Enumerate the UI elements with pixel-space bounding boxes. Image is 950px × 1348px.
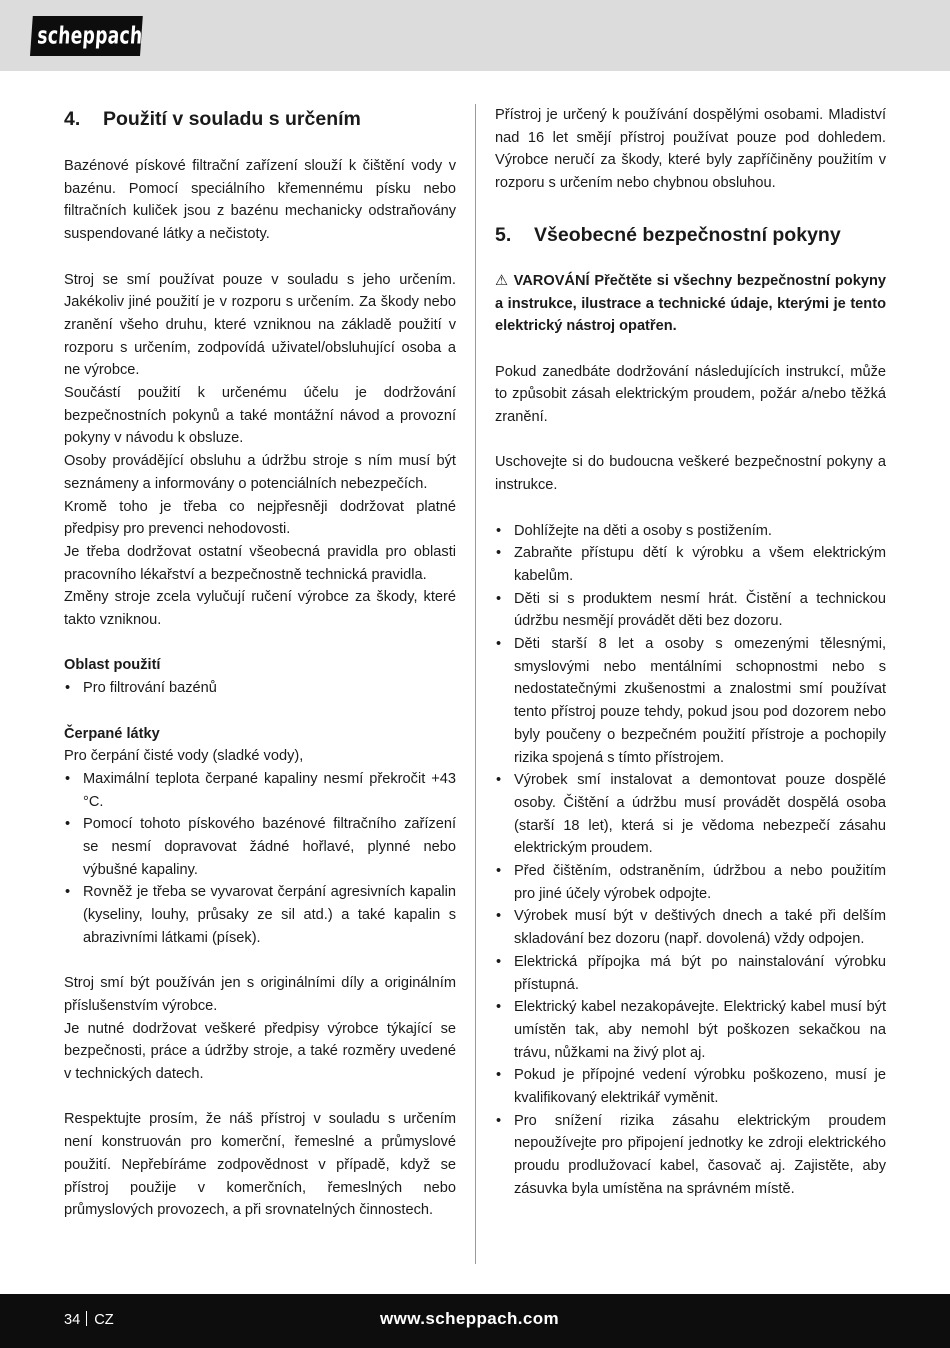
list-item: • Rovněž je třeba se vyvarovat čerpání agresivních kapalin (kyseliny, louhy, průsaky ze sil atd.) a také kapalin s abrazivními látkami (písek). [64, 881, 456, 949]
footer-bar [0, 1294, 950, 1348]
paragraph: Bazénové pískové filtrační zařízení slouží k čištění vody v bazénu. Pomocí speciálního křemennému písku nebo filtračních kuliček jsou z bazénu mechanicky odstraňovány suspendované látky a nečistoty. [64, 158, 456, 243]
paragraph: Změny stroje zcela vylučují ručení výrobce za škody, které takto vzniknou. [64, 589, 456, 629]
pumped-liquids-list [64, 768, 456, 950]
list-item: • Výrobek smí instalovat a demontovat pouze dospělé osoby. Čištění a údržbu musí provádět dospělá osoba (starší 18 let), která si je vědoma nebezpečí zásahu elektrickým proudem. [495, 769, 886, 860]
warning-triangle-icon: ⚠ [495, 272, 509, 289]
paragraph: Stroj se smí používat pouze v souladu s jeho určením. Jakékoliv jiné použití je v rozporu s určením. Za škody nebo zranění všeho druhu, které vzniknou na základě použití v rozporu s určením, zodpovídá uživatel/obsluhující osoba a ne výrobce. [64, 271, 456, 379]
paragraph: Kromě toho je třeba co nejpřesněji dodržovat platné předpisy pro prevenci nehodovosti. [64, 498, 456, 538]
paragraph: Respektujte prosím, že náš přístroj v souladu s určením není konstruován pro komerční, řemeslné a průmyslové použití. Nepřebíráme zodpovědnost v případě, když se přístroj použije v komerčních, řemeslných nebo průmyslových provozech, a při srovnatelných činnostech. [64, 1111, 456, 1219]
section-4-heading: 4. Použití v souladu s určením [64, 108, 361, 130]
list-item: • Elektrický kabel nezakopávejte. Elektrický kabel musí být umístěn tak, aby nemohl být poškozen sekačkou na trávu, nůžkami na živý plot aj. [495, 996, 886, 1064]
list-item: • Pokud je přípojné vedení výrobku poškozeno, musí je kvalifikovaný elektrikář vyměnit. [495, 1064, 886, 1109]
left-column [64, 104, 456, 1222]
list-item: • Dohlížejte na děti a osoby s postižením. [495, 520, 886, 543]
paragraph: Uschovejte si do budoucna veškeré bezpečnostní pokyny a instrukce. [495, 454, 886, 494]
paragraph: Součástí použití k určenému účelu je dodržování bezpečnostních pokynů a také montážní návod a provozní pokyny v návodu k obsluze. [64, 385, 456, 447]
section-5-heading: 5. Všeobecné bezpečnostní pokyny [495, 223, 841, 246]
list-item: • Pro snížení rizika zásahu elektrickým proudem nepoužívejte pro připojení jednotky ke zdroji elektrického proudu prodlužovací kabel, časovač aj. Zajistěte, aby zásuvka byla umístěna na správném místě. [495, 1110, 886, 1201]
list-item: • Výrobek musí být v deštivých dnech a také při delším skladování bez dozoru (např. dovolená) vždy odpojen. [495, 905, 886, 950]
website-url: www.scheppach.com [380, 1309, 560, 1328]
list-item: • Maximální teplota čerpané kapaliny nesmí překročit +43 °C. [64, 768, 456, 813]
list-item: • Před čištěním, odstraněním, údržbou a nebo použitím pro jiné účely výrobek odpojte. [495, 860, 886, 905]
paragraph: Pokud zanedbáte dodržování následujících instrukcí, může to způsobit zásah elektrickým proudem, požár a/nebo těžká zranění. [495, 363, 886, 426]
list-item: • Pro filtrování bazénů [64, 677, 456, 700]
area-of-use-list [64, 677, 456, 700]
paragraph: Osoby provádějící obsluhu a údržbu stroje s ním musí být seznámeny a informovány o potenciálních nebezpečích. [64, 453, 456, 492]
list-item: • Zabraňte přístupu dětí k výrobku a všem elektrickým kabelům. [495, 542, 886, 587]
safety-list [495, 520, 886, 1201]
paragraph: Je nutné dodržovat veškeré předpisy výrobce týkající se bezpečnosti, práce a údržby stroje, a také rozměry uvedené v technických datech. [64, 1020, 456, 1083]
footer-separator [86, 1311, 87, 1326]
page-number: 34 CZ [64, 1312, 114, 1328]
brand-logo: scheppach [30, 16, 143, 56]
list-item: • Děti starší 8 let a osoby s omezenými tělesnými, smyslovými nebo mentálními schopnostmi nebo s nedostatečnými zkušenostmi a znalostmi smí používat tento přístroj pouze tehdy, pokud jsou pod dozorem nebo byly poučeny o bezpečném použití přístroje a pochopily rizika spojená s tímto přístrojem. [495, 633, 886, 769]
pumped-liquids-intro: Pro čerpání čisté vody (sladké vody), [64, 748, 304, 765]
pumped-liquids-title: Čerpané látky [64, 725, 160, 742]
right-column [495, 104, 886, 1201]
paragraph: Je třeba dodržovat ostatní všeobecná pravidla pro oblasti pracovního lékařství a bezpečnostně technická pravidla. [64, 543, 456, 583]
list-item: • Děti si s produktem nesmí hrát. Čistění a technickou údržbu nesmějí provádět děti bez dozoru. [495, 588, 886, 633]
list-item: • Pomocí tohoto pískového bazénové filtračního zařízení se nesmí dopravovat žádné hořlavé, plynné nebo výbušné kapaliny. [64, 813, 456, 881]
header-bar [0, 0, 950, 71]
paragraph: Stroj smí být používán jen s originálními díly a originálním příslušenstvím výrobce. [64, 975, 456, 1014]
warning-paragraph: ⚠ VAROVÁNÍ Přečtěte si všechny bezpečnostní pokyny a instrukce, ilustrace a technické údaje, kterými je tento elektrický nástroj opatřen. [495, 272, 886, 335]
column-divider [475, 104, 476, 1264]
list-item: • Elektrická přípojka má být po nainstalování výrobku přístupná. [495, 951, 886, 996]
language-code: CZ [94, 1312, 114, 1328]
paragraph: Přístroj je určený k používání dospělými osobami. Mladiství nad 16 let smějí přístroj používat pouze pod dohledem. Výrobce neručí za škody, které byly zapříčiněny použitím v rozporu s určením nebo chybnou obsluhou. [495, 107, 886, 192]
area-of-use-title: Oblast použití [64, 657, 161, 674]
